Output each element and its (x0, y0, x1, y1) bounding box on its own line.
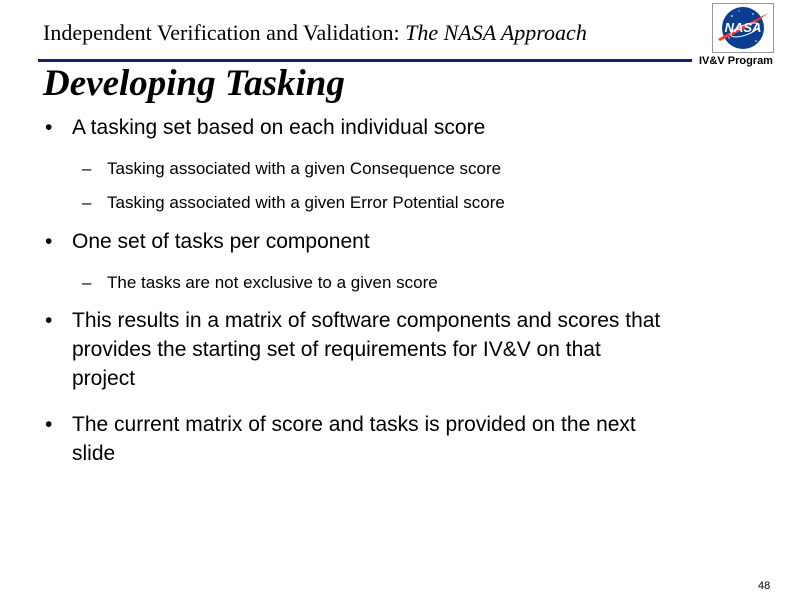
bullet-3-text-line-2: provides the starting set of requirements for IV&V on that (72, 338, 601, 361)
sub-bullet-3-text: The tasks are not exclusive to a given score (107, 273, 438, 292)
nasa-logo-text: NASA (724, 20, 762, 35)
page-number: 48 (758, 580, 771, 592)
sub-bullet-2-text: Tasking associated with a given Error Potential score (107, 193, 505, 212)
header-title-italic: The NASA Approach (405, 20, 587, 45)
header-title-main: Independent Verification and Validation (43, 20, 394, 45)
program-label: IV&V Program (699, 55, 773, 67)
bullet-glyph: • (45, 309, 53, 332)
bullet-glyph: • (45, 116, 53, 139)
bullet-3-text-line-3: project (72, 367, 136, 390)
bullet-1-text: A tasking set based on each individual score (72, 116, 486, 139)
sub-bullet-1-text: Tasking associated with a given Consequence score (107, 159, 502, 178)
bullet-2-text: One set of tasks per component (72, 230, 370, 253)
bullet-4-text-line-1: The current matrix of score and tasks is provided on the next (72, 413, 636, 436)
dash-glyph: – (82, 159, 92, 178)
bullet-glyph: • (45, 413, 53, 436)
slide-title: Developing Tasking (43, 63, 345, 104)
dash-glyph: – (82, 273, 92, 292)
nasa-logo (712, 3, 774, 53)
bullet-glyph: • (45, 230, 53, 253)
bullet-3-text-line-1: This results in a matrix of software components and scores that (72, 309, 661, 332)
header-title-colon: : (393, 20, 406, 45)
bullet-4-text-line-2: slide (72, 442, 116, 465)
header-title (43, 20, 587, 46)
dash-glyph: – (82, 193, 92, 212)
